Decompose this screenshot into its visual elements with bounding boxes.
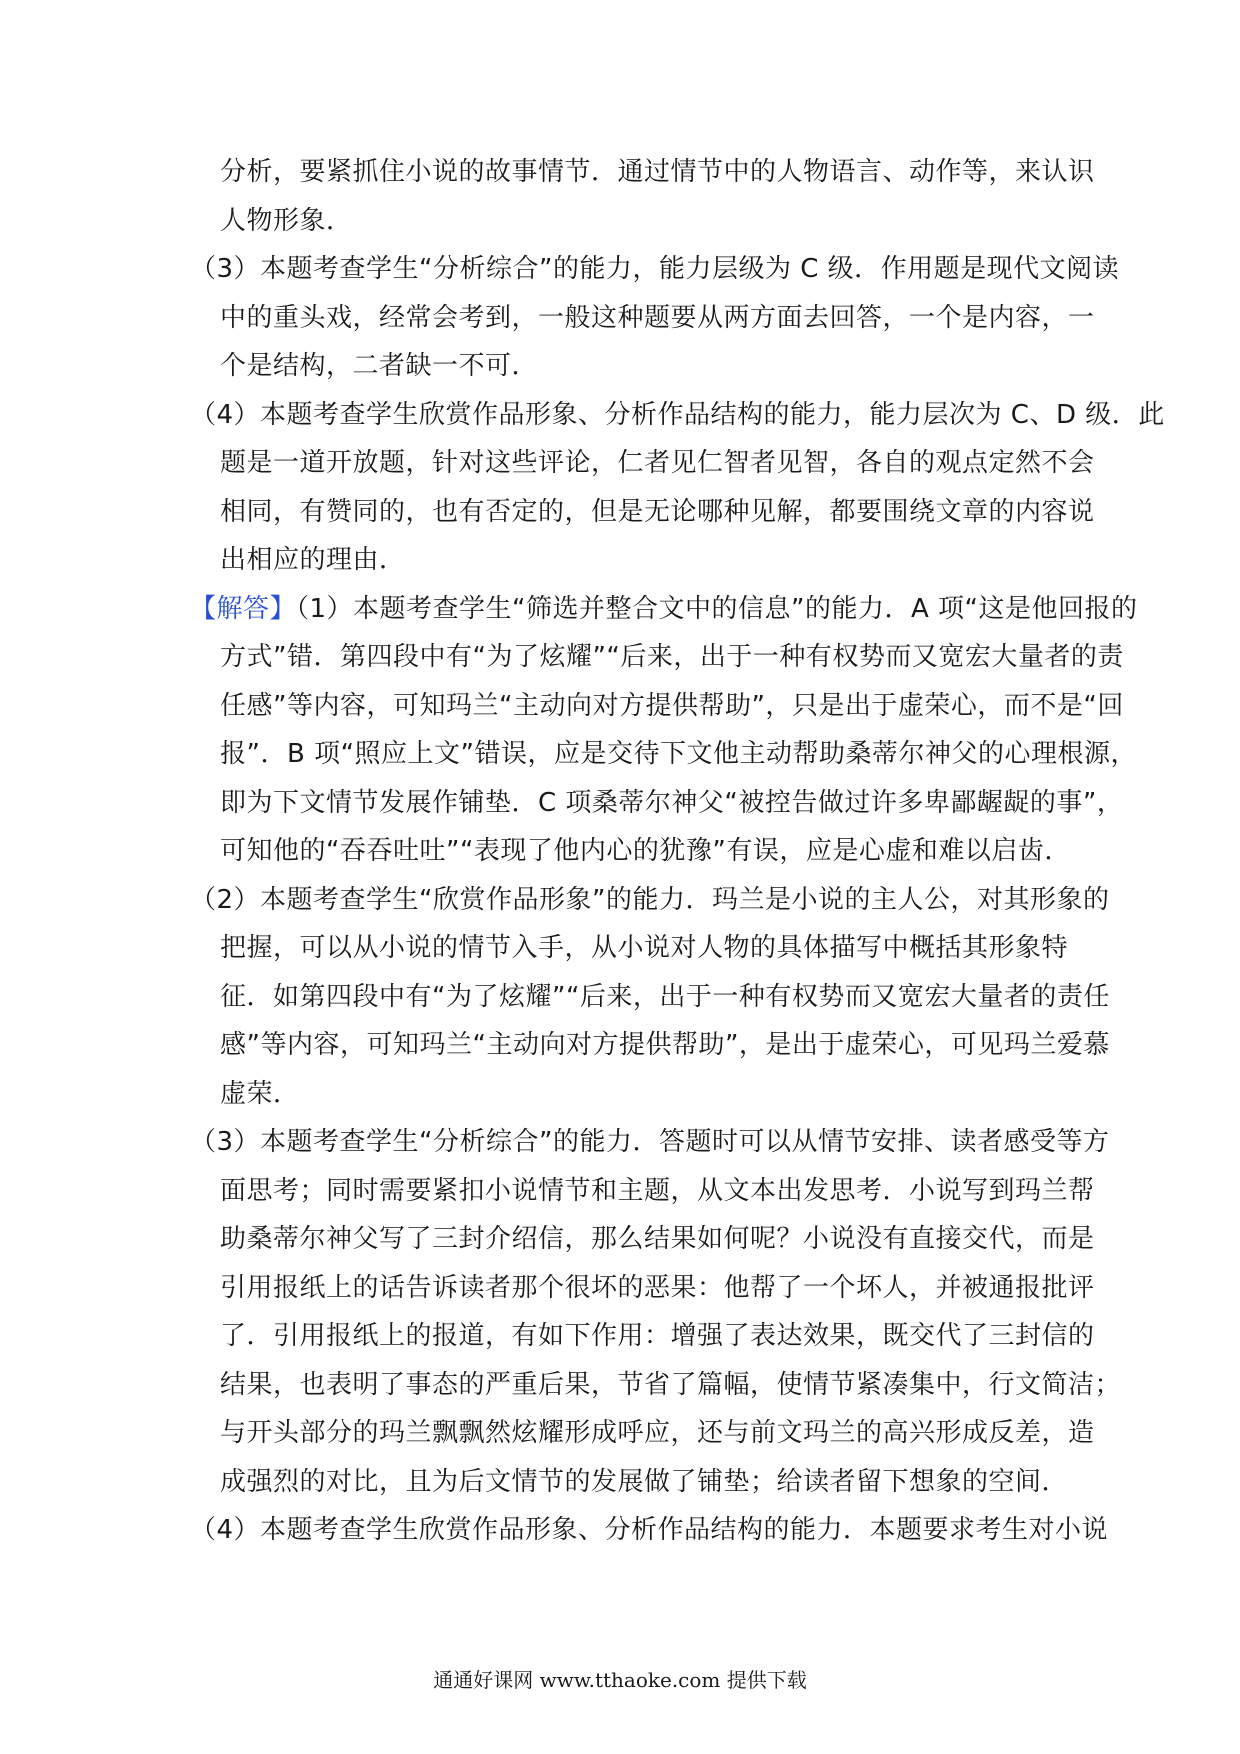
text-line: （4）本题考查学生欣赏作品形象、分析作品结构的能力．本题要求考生对小说 — [190, 1515, 1109, 1545]
text-line: 可知他的“吞吞吐吐”“表现了他内心的犹豫”有误，应是心虚和难以启齿． — [220, 836, 1071, 866]
text-line: 题是一道开放题，针对这些评论，仁者见仁智者见智，各自的观点定然不会 — [220, 448, 1095, 478]
text-line: 把握，可以从小说的情节入手，从小说对人物的具体描写中概括其形象特 — [220, 933, 1069, 963]
text-line: 与开头部分的玛兰飘飘然炫耀形成呼应，还与前文玛兰的高兴形成反差，造 — [220, 1418, 1095, 1448]
text-line: 感”等内容，可知玛兰“主动向对方提供帮助”，是出于虚荣心，可见玛兰爱慕 — [220, 1030, 1110, 1060]
text-line: （2）本题考查学生“欣赏作品形象”的能力．玛兰是小说的主人公，对其形象的 — [190, 884, 1110, 915]
text-line: 出相应的理由． — [220, 545, 406, 575]
document-body — [190, 148, 1165, 1555]
text-line: 分析，要紧抓住小说的故事情节．通过情节中的人物语言、动作等，来认识 — [220, 157, 1095, 187]
jieda-line — [190, 585, 1138, 634]
text-line: 报”．B 项“照应上文”错误，应是交待下文他主动帮助桑蒂尔神父的心理根源， — [220, 739, 1138, 769]
text-line: （3）本题考查学生“分析综合”的能力．答题时可以从情节安排、读者感受等方 — [190, 1127, 1110, 1157]
text-line: 征．如第四段中有“为了炫耀”“后来，出于一种有权势而又宽宏大量者的责任 — [220, 981, 1110, 1012]
text-line: 个是结构，二者缺一不可． — [220, 351, 539, 381]
text-line: 中的重头戏，经常会考到，一般这种题要从两方面去回答，一个是内容，一 — [220, 302, 1095, 333]
page-footer: 通通好课网 www.tthaoke.com 提供下载 — [433, 1668, 807, 1692]
text-line: 任感”等内容，可知玛兰“主动向对方提供帮助”，只是出于虚荣心，而不是“回 — [220, 690, 1124, 721]
text-line: 结果，也表明了事态的严重后果，节省了篇幅，使情节紧凑集中，行文简洁； — [220, 1369, 1122, 1400]
jieda-label: 【解答】 — [190, 593, 297, 624]
text-line: 方式”错．第四段中有“为了炫耀”“后来，出于一种有权势而又宽宏大量者的责 — [220, 642, 1124, 672]
text-line: 即为下文情节发展作铺垫．C 项桑蒂尔神父“被控告做过许多卑鄙龌龊的事”， — [220, 787, 1124, 818]
text-line: 人物形象． — [220, 205, 353, 236]
text-line: （4）本题考查学生欣赏作品形象、分析作品结构的能力，能力层次为 C、D 级．此 — [190, 399, 1165, 430]
text-line: 助桑蒂尔神父写了三封介绍信，那么结果如何呢？小说没有直接交代，而是 — [220, 1224, 1095, 1254]
text-line: 虚荣． — [220, 1078, 300, 1109]
text-line: 相同，有赞同的，也有否定的，但是无论哪种见解，都要围绕文章的内容说 — [220, 496, 1095, 527]
text-line: 引用报纸上的话告诉读者那个很坏的恶果：他帮了一个坏人，并被通报批评 — [220, 1272, 1095, 1303]
text-line: （3）本题考查学生“分析综合”的能力，能力层级为 C 级．作用题是现代文阅读 — [190, 254, 1120, 284]
text-line: 了．引用报纸上的报道，有如下作用：增强了表达效果，既交代了三封信的 — [220, 1321, 1095, 1351]
text-line: 成强烈的对比，且为后文情节的发展做了铺垫；给读者留下想象的空间． — [220, 1466, 1069, 1497]
text-span: （1）本题考查学生“筛选并整合文中的信息”的能力．A 项“这是他回报的 — [296, 593, 1138, 624]
text-line: 面思考；同时需要紧扣小说情节和主题，从文本出发思考．小说写到玛兰帮 — [220, 1175, 1095, 1206]
